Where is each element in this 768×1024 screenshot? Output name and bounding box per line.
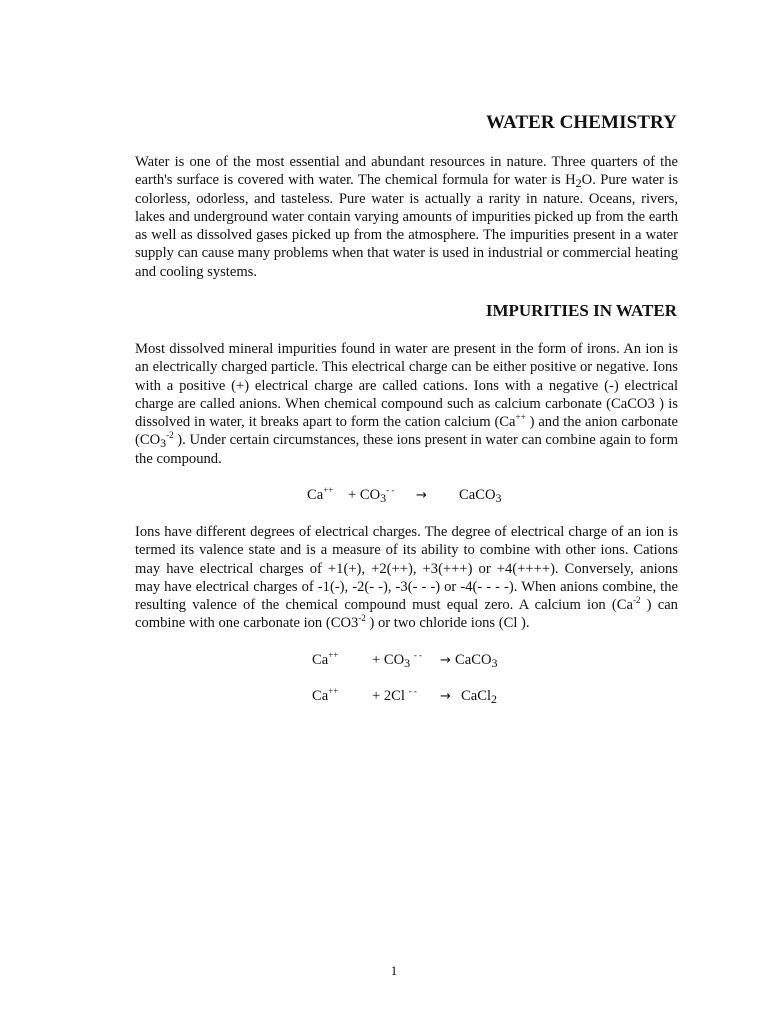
water-formula-subscript: 2 [575,176,582,191]
eq2-arrow: → [440,653,451,668]
carbonate-charge: -2 [166,430,174,441]
eq1-product: CaCO [459,487,496,503]
eq3-chloride: + 2Cl [372,688,405,704]
intro-text-end: O. Pure water is colorless, odorless, and tasteless. Pure water is actually a rarity in nature. Oceans, rivers, lakes and underground water contain varying amounts of impurities picked up from the earth as well as dissolved gases picked up from the atmosphere. The impurities present in a water supply can cause many problems when that water is used in industrial or commercial heating and cooling systems. [135,172,678,280]
eq2-calcium: Ca [312,652,329,668]
eq1-arrow: → [416,488,427,503]
eq1-calcium-charge: ++ [323,485,334,495]
eq2-carbonate-charge: - - [413,650,423,660]
calcium-charge: ++ [515,412,526,423]
eq1-carbonate-subscript: 3 [380,491,387,505]
eq3-calcium-charge: ++ [328,686,339,696]
valence-paragraph [135,523,678,633]
intro-text-start: Water is one of the most essential and abundant resources in nature. Three quarters of the earth's surface is covered with water. The chemical formula for water is H [135,154,678,189]
eq3-chloride-charge: - - [408,686,417,696]
eq2-calcium-charge: ++ [328,650,339,660]
valence-text-2: ) can combine with one carbonate ion (CO3 [135,597,678,632]
eq2-product: CaCO [455,652,492,668]
carbonate-ion-charge: -2 [358,613,366,624]
eq2-carbonate-subscript: 3 [404,656,411,670]
eq1-product-subscript: 3 [495,491,502,505]
section-title: IMPURITIES IN WATER [485,301,677,320]
valence-text-1: Ions have different degrees of electrical charges. The degree of electrical charge of an ion is termed its valence state and is a measure of its ability to combine with other ions. Cations may have electrical charges of +1(+), +2(++), +3(+++) or +4(++++). Conversely, anions may have electrical charges of -1(-), -2(- -), -3(- - -) or -4(- - - -). When anions combine, the resulting valence of the chemical compound must equal zero. A calcium ion (Ca [135,524,678,614]
eq3-arrow: → [440,689,451,704]
eq3-product: CaCl [461,688,491,704]
eq2-product-subscript: 3 [491,656,498,670]
page-number: 1 [390,963,398,978]
eq2-carbonate: + CO [372,652,405,668]
eq1-carbonate: + CO [348,487,381,503]
carbonate-subscript: 3 [160,436,167,451]
eq1-calcium: Ca [307,487,324,503]
intro-paragraph [135,153,678,281]
eq3-product-subscript: 2 [491,692,497,706]
impurities-text-1: Most dissolved mineral impurities found in water are present in the form of irons. An ion is an electrically charged particle. This electrical charge can be either positive or negative. Ions with a positive (+) electrical charge are called cations. Ions with a negative (-) electrical charge are called anions. When chemical compound such as calcium carbonate (CaCO3 ) is dissolved in water, it breaks apart to form the cation calcium (Ca [135,341,678,431]
impurities-text-3: ). Under certain circumstances, these ions present in water can combine again to form the compound. [135,432,678,467]
eq1-carbonate-charge: - - [386,485,395,495]
eq3-calcium: Ca [312,688,329,704]
impurities-paragraph [135,340,678,468]
valence-text-3: ) or two chloride ions (Cl ). [365,615,530,632]
document-title: WATER CHEMISTRY [485,112,677,133]
calcium-ion-charge: -2 [632,595,641,606]
impurities-text-2: ) and the anion carbonate (CO [135,414,679,449]
